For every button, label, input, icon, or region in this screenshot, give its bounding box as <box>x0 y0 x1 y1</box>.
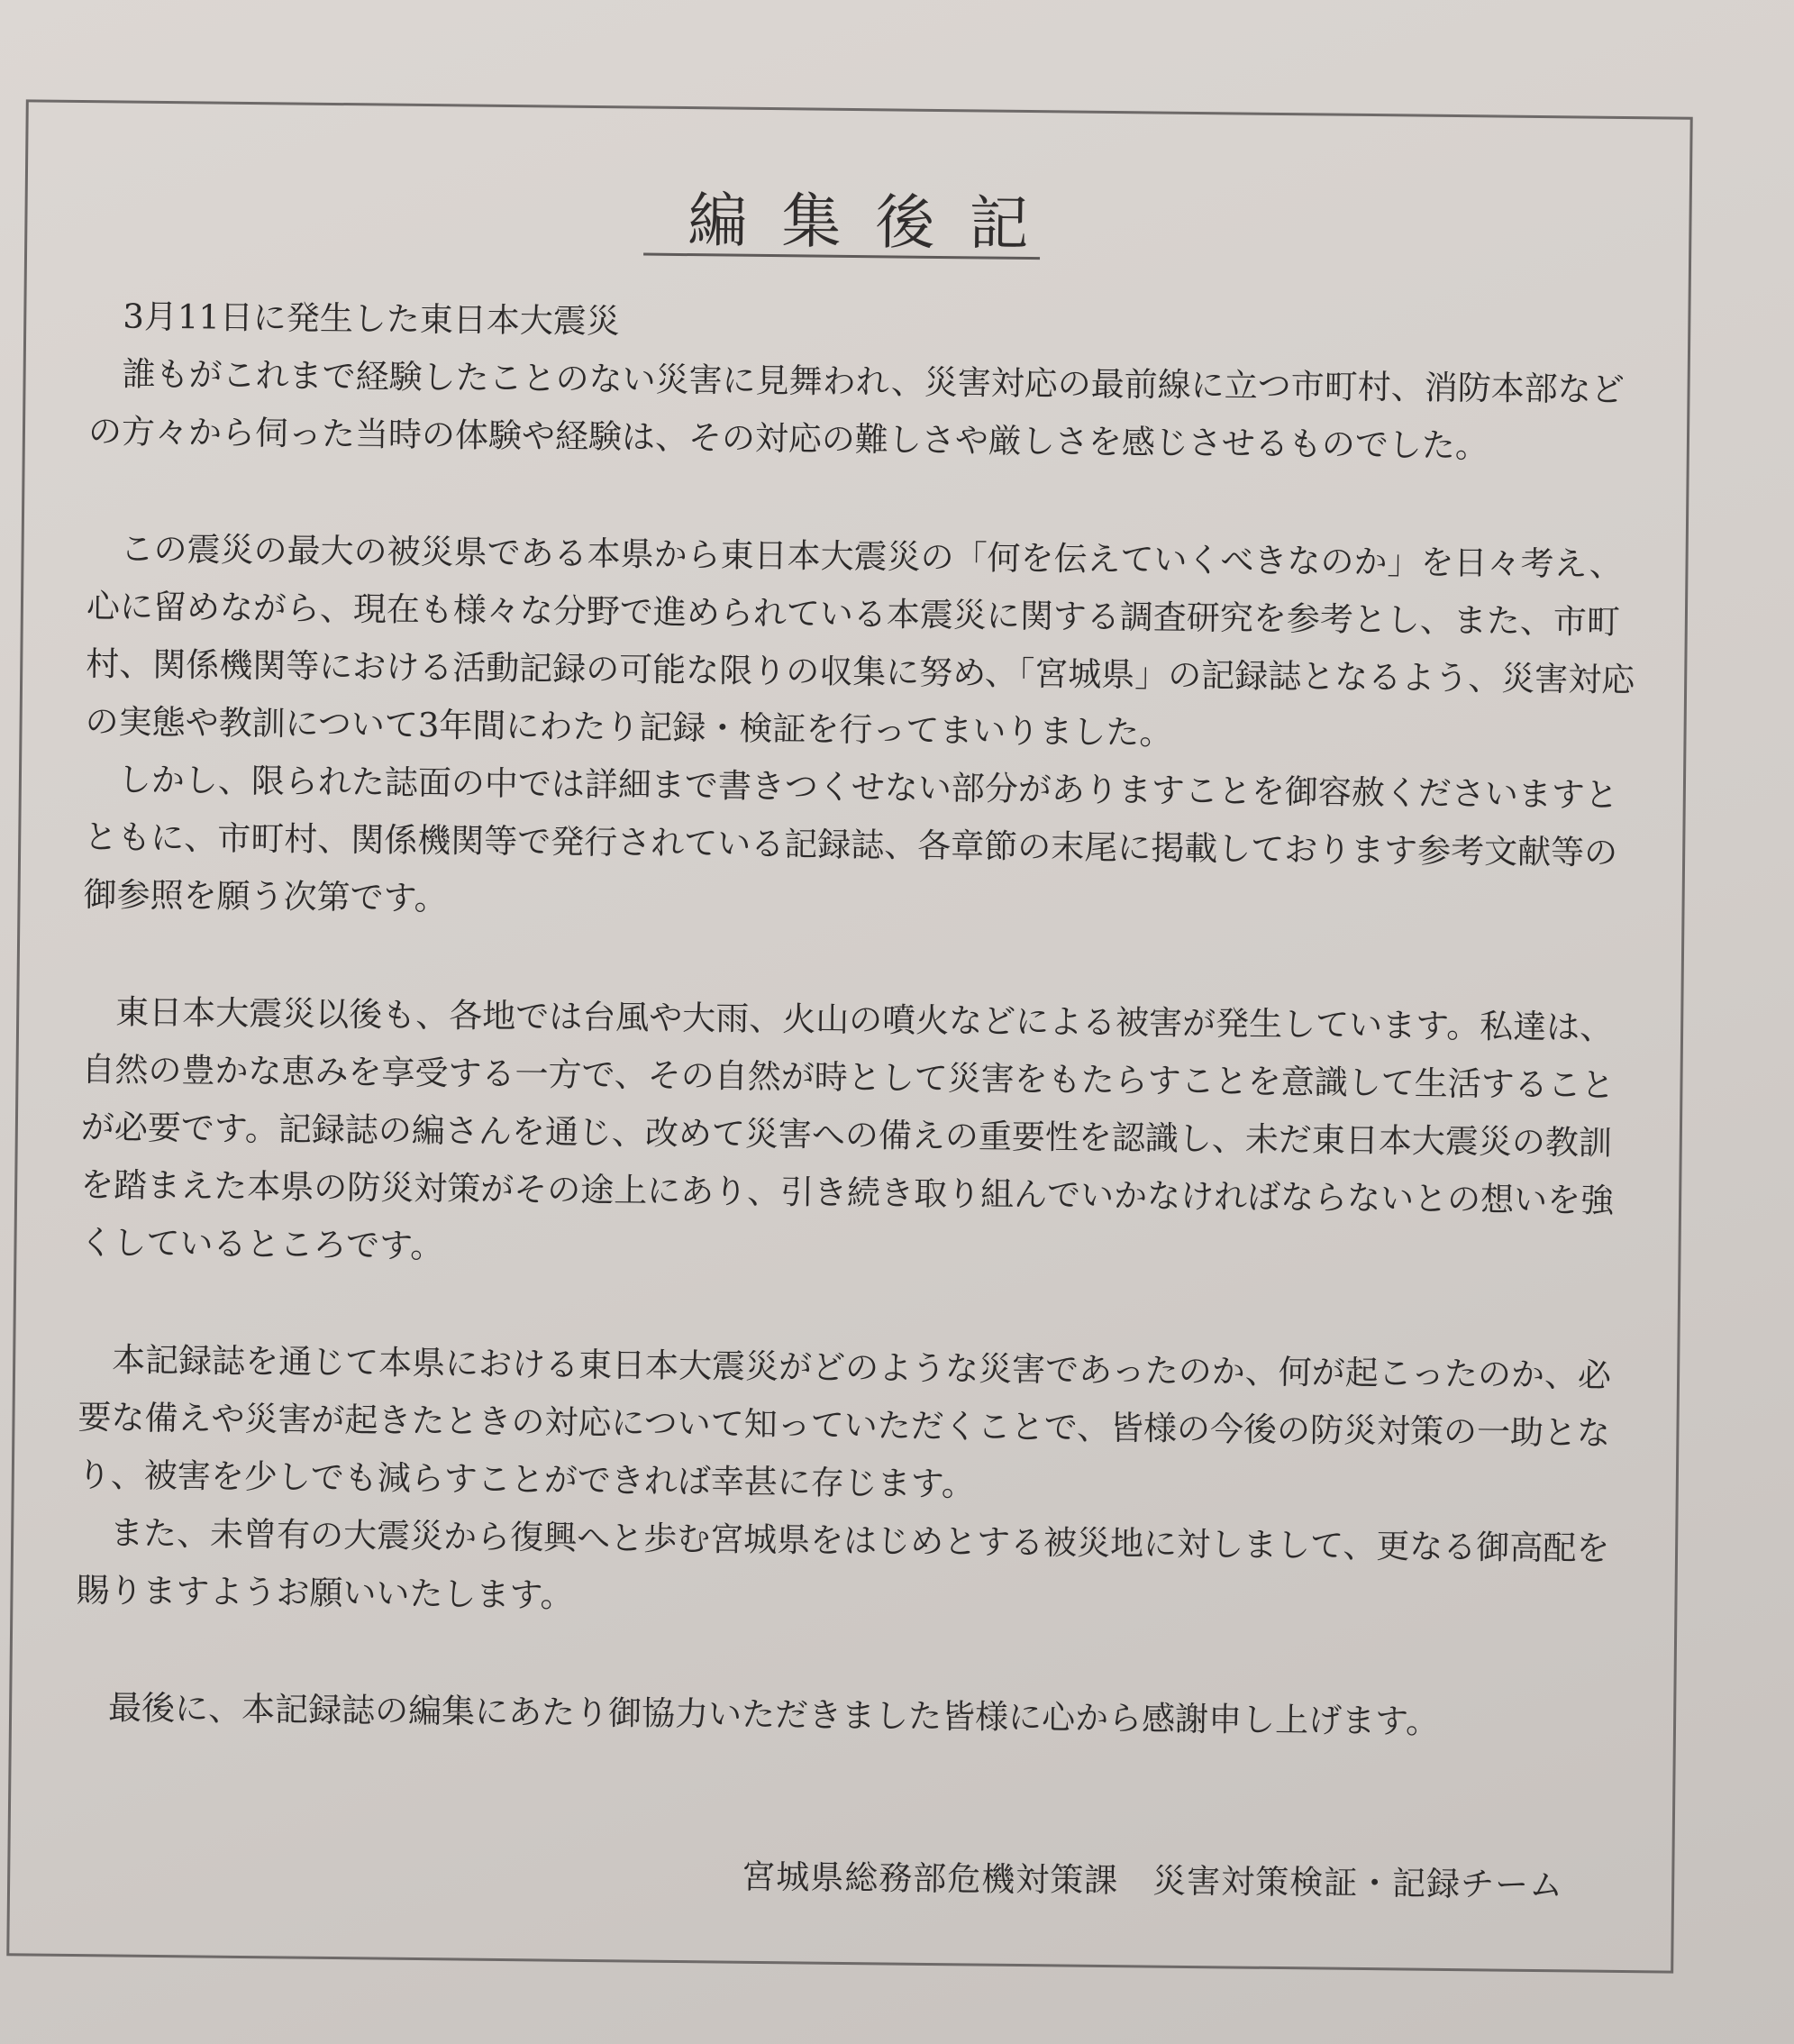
paragraph-disaster-awareness: 東日本大震災以後も、各地では台風や大雨、火山の噴火などによる被害が発生しています。私達は、自然の豊かな恵みを享受する一方で、その自然が時として災害をもたらすことを意識して生活することが必要です。記録誌の編さんを通じ、改めて災害への備えの重要性を認識し、未だ東日本大震災の教訓を踏まえた本県の防災対策がその途上にあり、引き続き取り組んでいかなければならないとの想いを強くしているところです。 <box>79 992 1615 1266</box>
paragraph-intro: 3月11日に発生した東日本大震災 <box>123 297 621 342</box>
paragraph-request: また、未曾有の大震災から復興へと歩む宮城県をはじめとする被災地に対しまして、更なる御高配を賜りますようお願いいたします。 <box>76 1513 1610 1615</box>
paragraph-hope: 本記録誌を通じて本県における東日本大震災がどのような災害であったのか、何が起こったのか、必要な備えや災害が起きたときの対応について知っていただくことで、皆様の今後の防災対策の一助となり、被害を少しでも減らすことができれば幸甚に存じます。 <box>77 1340 1612 1504</box>
signature: 宮城県総務部危機対策課 災害対策検証・記録チーム <box>742 1857 1564 1905</box>
page-frame <box>6 99 1692 1973</box>
document-body <box>75 287 1640 1753</box>
paragraph-apology: しかし、限られた誌面の中では詳細まで書きつくせない部分がありますことを御容赦くださいますとともに、市町村、関係機関等で発行されている記録誌、各章節の末尾に掲載しております参考文献等の御参照を願う次第です。 <box>83 760 1619 918</box>
paragraph-thanks: 最後に、本記録誌の編集にあたり御協力いただきました皆様に心から感謝申し上げます。 <box>107 1688 1440 1741</box>
page-title: 編集後記 <box>688 186 1063 260</box>
paragraph-experience: 誰もがこれまで経験したことのない災害に見舞われ、災害対応の最前線に立つ市町村、消防本部などの方々から伺った当時の体験や経験は、その対応の難しさや厳しさを感じさせるものでした。 <box>87 354 1626 466</box>
paragraph-record-purpose: この震災の最大の被災県である本県から東日本大震災の「何を伝えていくべきなのか」を日々考え、心に留めながら、現在も様々な分野で進められている本震災に関する調査研究を参考とし、また、市町村、関係機関等における活動記録の可能な限りの収集に努め、「宮城県」の記録誌となるよう、災害対応の実態や教訓について3年間にわたり記録・検証を行ってまいりました。 <box>85 529 1635 753</box>
